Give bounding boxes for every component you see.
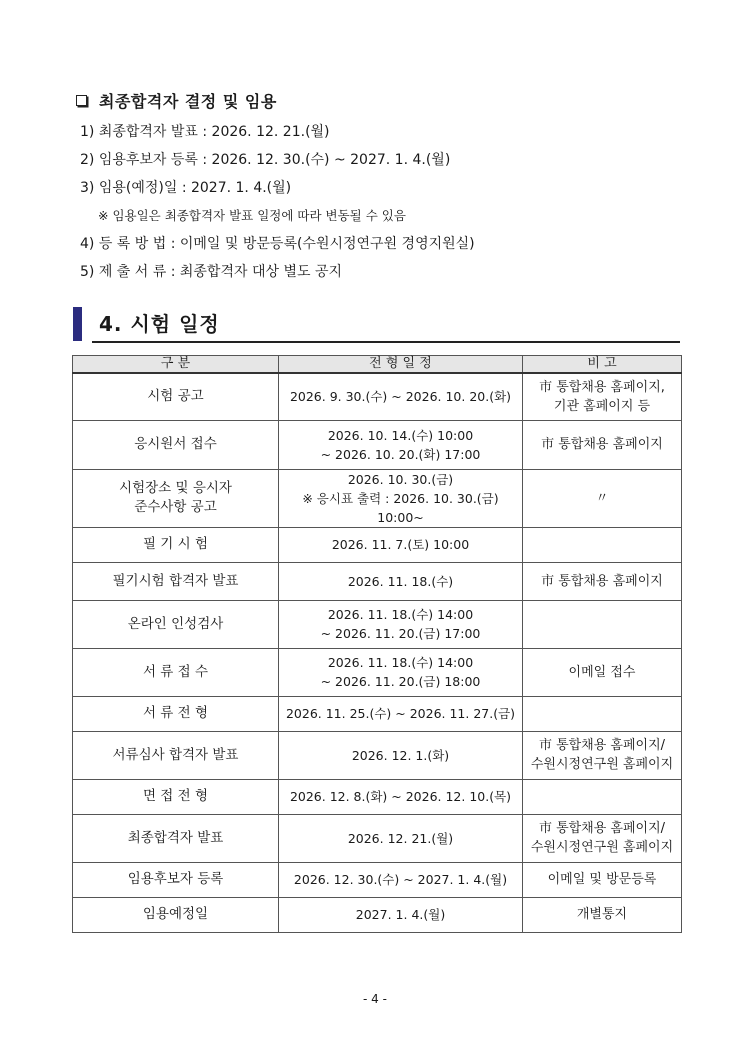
- row-schedule: [279, 696, 523, 731]
- row-remarks-line: 市 통합채용 홈페이지,: [539, 379, 665, 395]
- row-schedule: [279, 814, 523, 862]
- row-remarks: [523, 562, 682, 600]
- row-category: [73, 600, 279, 648]
- table-header-row: [73, 356, 682, 374]
- final-result-heading-text: 최종합격자 결정 및 임용: [99, 92, 277, 111]
- list-item: 2) 임용후보자 등록 : 2026. 12. 30.(수) ~ 2027. 1. 4.(월): [80, 152, 451, 168]
- row-category-text: 온라인 인성검사: [127, 615, 224, 632]
- row-remarks: [523, 779, 682, 814]
- header-remarks: 비 고: [523, 356, 682, 374]
- row-remarks: [523, 600, 682, 648]
- table-row: [73, 862, 682, 897]
- row-category: [73, 862, 279, 897]
- row-schedule-line: ~ 2026. 11. 20.(금) 18:00: [320, 674, 481, 689]
- list-item: 5) 제 출 서 류 : 최종합격자 대상 별도 공지: [80, 264, 342, 280]
- row-schedule-line: 2026. 12. 30.(수) ~ 2027. 1. 4.(월): [293, 872, 508, 887]
- list-item: 3) 임용(예정)일 : 2027. 1. 4.(월): [80, 180, 292, 196]
- row-category-text: 최종합격자 발표: [127, 829, 224, 846]
- row-category-text: 서 류 전 형: [142, 705, 209, 721]
- row-schedule-line: 2026. 11. 25.(수) ~ 2026. 11. 27.(금): [285, 706, 516, 721]
- row-category-text: 서류심사 합격자 발표: [112, 746, 239, 763]
- row-category-text: 응시원서 접수: [134, 436, 217, 452]
- row-category: [73, 527, 279, 562]
- table-row: [73, 527, 682, 562]
- row-category-line: 시험장소 및 응시자: [119, 480, 232, 496]
- row-category-text: 임용예정일: [142, 906, 209, 922]
- row-schedule-line: 2026. 10. 30.(금): [347, 471, 454, 487]
- row-remarks-line: 수원시정연구원 홈페이지: [530, 840, 674, 855]
- section-title-underline: [92, 341, 680, 343]
- final-result-list: [80, 118, 475, 286]
- row-category-text: 서 류 접 수: [142, 663, 209, 680]
- row-schedule-line: ~ 2026. 10. 20.(화) 17:00: [320, 446, 481, 462]
- row-schedule: [279, 562, 523, 600]
- row-schedule: [279, 862, 523, 897]
- row-category: [73, 814, 279, 862]
- table-row: [73, 696, 682, 731]
- row-remarks-line: 이메일 접수: [568, 664, 636, 680]
- row-schedule: [279, 731, 523, 779]
- table-row: [73, 897, 682, 932]
- row-remarks-line: 기관 홈페이지 등: [553, 398, 651, 414]
- row-schedule-line: 2026. 12. 1.(화): [351, 747, 450, 763]
- list-item: 1) 최종합격자 발표 : 2026. 12. 21.(월): [80, 124, 330, 140]
- row-remarks-line: 이메일 및 방문등록: [547, 872, 657, 887]
- final-result-heading: [76, 89, 277, 112]
- schedule-table: [72, 355, 682, 933]
- table-row: [73, 562, 682, 600]
- row-remarks: [523, 420, 682, 469]
- table-row: [73, 814, 682, 862]
- row-remarks: [523, 648, 682, 696]
- row-schedule: [279, 648, 523, 696]
- row-category: [73, 779, 279, 814]
- row-schedule-line: 2026. 9. 30.(수) ~ 2026. 10. 20.(화): [289, 389, 512, 405]
- row-schedule-line: ~ 2026. 11. 20.(금) 17:00: [320, 626, 481, 641]
- row-category: [73, 897, 279, 932]
- row-schedule: [279, 420, 523, 469]
- row-schedule-line: 2026. 11. 18.(수) 14:00: [327, 655, 474, 670]
- row-schedule-line: 2026. 11. 7.(토) 10:00: [331, 537, 470, 552]
- page-number: - 4 -: [363, 992, 387, 1006]
- row-remarks: [523, 862, 682, 897]
- row-remarks-line: 市 통합채용 홈페이지/: [538, 821, 666, 836]
- row-schedule: [279, 897, 523, 932]
- row-category-text: 면 접 전 형: [142, 788, 209, 804]
- header-category: 구 분: [73, 356, 279, 374]
- row-category-text: 임용후보자 등록: [127, 871, 224, 887]
- row-category-text: 시험 공고: [147, 388, 204, 405]
- table-row: [73, 600, 682, 648]
- row-remarks: [523, 469, 682, 527]
- row-category: [73, 373, 279, 420]
- table-row: [73, 469, 682, 527]
- row-remarks-line: 市 통합채용 홈페이지: [541, 573, 663, 589]
- row-schedule-line: 2026. 12. 21.(월): [347, 830, 454, 846]
- row-schedule-line: 2026. 12. 8.(화) ~ 2026. 12. 10.(목): [289, 789, 512, 804]
- row-remarks-line: 수원시정연구원 홈페이지: [530, 757, 674, 772]
- row-remarks: [523, 731, 682, 779]
- row-remarks: [523, 373, 682, 420]
- row-category: [73, 731, 279, 779]
- schedule-table-body: [73, 373, 682, 932]
- row-category-text: 필 기 시 험: [142, 536, 209, 552]
- row-schedule: [279, 779, 523, 814]
- row-remarks-line: 市 통합채용 홈페이지: [541, 437, 663, 452]
- row-schedule-line: ※ 응시표 출력 : 2026. 10. 30.(금) 10:00~: [302, 490, 499, 525]
- header-schedule: 전 형 일 정: [279, 356, 523, 374]
- row-remarks: [523, 897, 682, 932]
- row-remarks-line: 〃: [595, 490, 609, 506]
- row-schedule-line: 2026. 10. 14.(수) 10:00: [327, 427, 474, 443]
- row-schedule: [279, 469, 523, 527]
- table-row: [73, 648, 682, 696]
- list-item: 4) 등 록 방 법 : 이메일 및 방문등록(수원시정연구원 경영지원실): [80, 236, 475, 252]
- section-title: 4. 시험 일정: [99, 312, 220, 336]
- row-category: [73, 469, 279, 527]
- row-schedule-line: 2026. 11. 18.(수): [347, 573, 454, 589]
- row-remarks-line: 市 통합채용 홈페이지/: [538, 738, 666, 753]
- row-category: [73, 562, 279, 600]
- section-title-bar: [73, 307, 82, 341]
- row-schedule-line: 2027. 1. 4.(월): [355, 907, 446, 922]
- row-category-line: 준수사항 공고: [134, 499, 217, 515]
- row-category: [73, 696, 279, 731]
- table-row: [73, 731, 682, 779]
- table-row: [73, 420, 682, 469]
- row-schedule: [279, 600, 523, 648]
- row-remarks: [523, 814, 682, 862]
- row-remarks-line: 개별통지: [576, 907, 628, 922]
- table-row: [73, 373, 682, 420]
- square-bullet-icon: [76, 95, 87, 106]
- row-schedule: [279, 373, 523, 420]
- appointment-note: ※ 임용일은 최종합격자 발표 일정에 따라 변동될 수 있음: [98, 208, 406, 223]
- row-schedule-line: 2026. 11. 18.(수) 14:00: [327, 607, 474, 622]
- table-row: [73, 779, 682, 814]
- row-category: [73, 648, 279, 696]
- row-schedule: [279, 527, 523, 562]
- row-category-text: 필기시험 합격자 발표: [112, 572, 239, 589]
- row-remarks: [523, 696, 682, 731]
- row-category: [73, 420, 279, 469]
- row-remarks: [523, 527, 682, 562]
